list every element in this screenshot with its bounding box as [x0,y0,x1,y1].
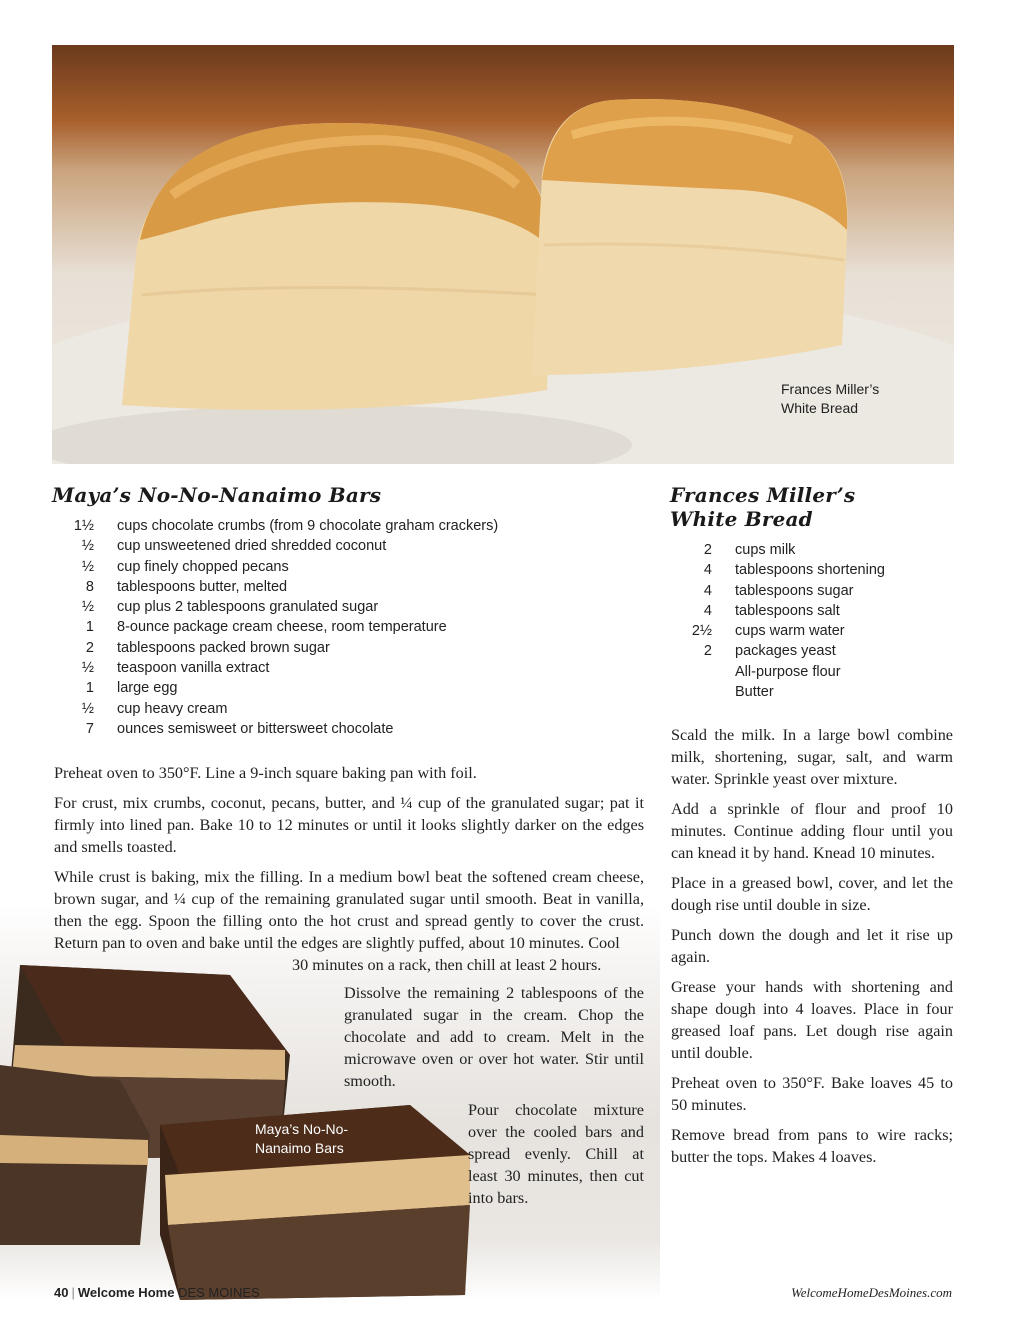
right-recipe-title: Frances Miller’s White Bread [670,483,856,531]
ingredient-quantity: 2½ [691,623,712,640]
ingredient-item: cups warm water [735,623,845,640]
bread-photo-caption: Frances Miller’s White Bread [781,381,880,416]
ingredient-item: packages yeast [735,643,836,660]
ingredient-item: All-purpose flour [735,663,841,680]
bars-photo-caption: Maya’s No-No- Nanaimo Bars [255,1121,349,1156]
ingredient-row [54,597,498,617]
ingredient-quantity [672,662,712,682]
ingredient-quantity: 2 [703,643,712,660]
instruction-paragraph: Preheat oven to 350°F. Line a 9-inch square baking pan with foil. [54,764,477,782]
instruction-paragraph: Dissolve the remaining 2 tablespoons of the granulated sugar in the cream. Chop the chocolate and add to cream. Melt in the microwave oven or over hot water. Stir until smooth. [344,984,644,1090]
ingredient-quantity: 2 [703,542,712,558]
ingredient-row [54,699,498,719]
right-ingredient-list [672,540,885,702]
ingredient-item: tablespoons shortening [735,562,885,579]
ingredient-item: cup finely chopped pecans [117,558,289,575]
instruction-paragraph: Punch down the dough and let it rise up again. [671,926,953,966]
page-number: 40 [54,1285,69,1300]
ingredient-item: large egg [117,680,178,697]
instruction-paragraph: Remove bread from pans to wire racks; butter the tops. Makes 4 loaves. [671,1126,953,1166]
ingredient-row [54,557,498,577]
ingredient-quantity: 1½ [73,518,94,534]
instruction-paragraph: For crust, mix crumbs, coconut, pecans, butter, and ¼ cup of the granulated sugar; pat it firmly into lined pan. Bake 10 to 12 minutes or until it looks slightly darker on the edges and smells toasted. [54,794,644,856]
ingredient-row [54,678,498,698]
ingredient-row [54,719,498,739]
ingredient-quantity: ½ [81,538,94,555]
ingredient-row [54,516,498,536]
left-recipe-title: Maya’s No-No-Nanaimo Bars [52,483,382,507]
instruction-paragraph: Scald the milk. In a large bowl combine milk, shortening, sugar, salt, and warm water. Sprinkle yeast over mixture. [671,726,953,788]
instruction-paragraph: Grease your hands with shortening and shape dough into 4 loaves. Place in four greased loaf pans. Let dough rise again until double. [671,978,953,1062]
ingredient-quantity: 4 [703,582,712,599]
ingredient-quantity: ½ [81,558,94,575]
ingredient-item: tablespoons sugar [735,582,854,599]
ingredient-row [672,560,885,580]
ingredient-row [672,682,885,702]
ingredient-row [672,601,885,621]
ingredient-item: cup plus 2 tablespoons granulated sugar [117,599,379,616]
ingredient-row [672,621,885,641]
magazine-name: Welcome Home [77,1285,175,1300]
instruction-paragraph-end: 30 minutes on a rack, then chill at least 2 hours. [292,956,602,974]
ingredient-quantity: 2 [85,639,94,656]
ingredient-item: tablespoons packed brown sugar [117,639,330,656]
ingredient-quantity: 1 [85,619,94,636]
ingredient-item: cup heavy cream [117,700,228,717]
magazine-city: DES MOINES [178,1285,260,1300]
ingredient-item: 8-ounce package cream cheese, room temperature [117,619,447,636]
ingredient-quantity: 7 [85,720,94,737]
ingredient-quantity [672,682,712,702]
instruction-paragraph: Place in a greased bowl, cover, and let the dough rise until double in size. [671,874,953,914]
ingredient-row [672,641,885,661]
left-ingredient-list [54,516,498,739]
ingredient-quantity: 4 [703,562,712,579]
ingredient-row [54,617,498,637]
ingredient-quantity: ½ [81,599,94,616]
left-recipe-instructions [54,762,644,1216]
ingredient-quantity: 4 [703,602,712,619]
ingredient-quantity: 8 [85,578,94,595]
ingredient-item: Butter [735,684,774,701]
ingredient-item: cups chocolate crumbs (from 9 chocolate graham crackers) [117,518,499,534]
ingredient-row [672,662,885,682]
ingredient-item: teaspoon vanilla extract [117,660,270,677]
instruction-paragraph: Preheat oven to 350°F. Bake loaves 45 to 50 minutes. [671,1074,953,1114]
ingredient-item: cups milk [735,542,796,558]
instruction-paragraph: Pour chocolate mixture over the cooled bars and spread evenly. Chill at least 30 minutes, then cut into bars. [468,1101,644,1207]
ingredient-item: ounces semisweet or bittersweet chocolate [117,720,394,737]
instruction-paragraph: Add a sprinkle of flour and proof 10 minutes. Continue adding flour until you can knead it by hand. Knead 10 minutes. [671,800,953,862]
ingredient-item: cup unsweetened dried shredded coconut [117,538,387,555]
ingredient-item: tablespoons salt [735,602,840,619]
ingredient-row [54,536,498,556]
website-url: WelcomeHomeDesMoines.com [791,1285,952,1300]
ingredient-row [672,540,885,560]
ingredient-quantity: 1 [85,680,94,697]
ingredient-item: tablespoons butter, melted [117,578,288,595]
ingredient-quantity: ½ [81,700,94,717]
instruction-paragraph: While crust is baking, mix the filling. In a medium bowl beat the softened cream cheese, brown sugar, and ¼ cup of the remaining granulated sugar until smooth. Beat in vanilla, then the egg. Spoon the filling onto the hot crust and spread gently to cover the crust. Return pan to oven and bake until the edges are slightly puffed, about 10 minutes. Cool [54,868,644,952]
ingredient-row [54,638,498,658]
page-footer [54,1285,260,1300]
ingredient-row [54,658,498,678]
right-recipe-instructions [671,724,953,1176]
ingredient-row [54,577,498,597]
ingredient-row [672,581,885,601]
ingredient-quantity: ½ [81,660,94,677]
footer-separator: | [71,1285,75,1300]
